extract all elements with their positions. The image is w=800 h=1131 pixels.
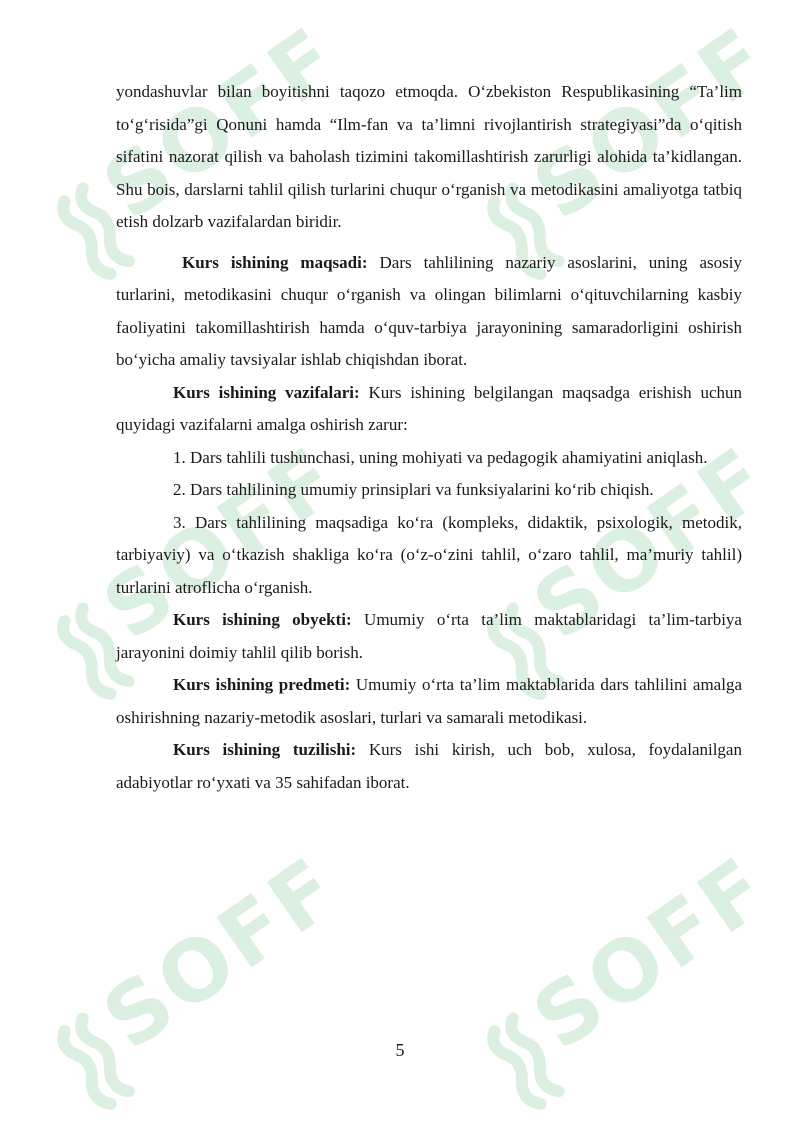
page-number: 5 [395, 1040, 405, 1060]
goal-text: Dars tahlilining nazariy asoslarini, uning asosiy turlarini, metodikasini chuqur o‘rganish va olingan bilimlarni o‘qituvchilarning kasbiy faoliyatini takomillashtirish hamda o‘quv-tarbiya jarayonining samaradorligini oshirish bo‘yicha amaliy tavsiyalar ishlab chiqishdan iborat. [116, 252, 742, 369]
subject-label: Kurs ishining predmeti: [173, 675, 351, 694]
goal-paragraph [116, 247, 742, 377]
object-label: Kurs ishining obyekti: [173, 610, 352, 629]
task-item: 2. Dars tahlilining umumiy prinsiplari va funksiyalarini ko‘rib chiqish. [173, 480, 654, 499]
structure-label: Kurs ishining tuzilishi: [173, 740, 357, 759]
subject-paragraph [116, 669, 742, 734]
document-body [116, 76, 742, 799]
tasks-label: Kurs ishining vazifalari: [173, 382, 360, 402]
task-item: 3. Dars tahlilining maqsadiga ko‘ra (kompleks, didaktik, psixologik, metodik, tarbiyaviy) va o‘tkazish shakliga ko‘ra (o‘z-o‘zini tahlil, o‘zaro tahlil, ma’muriy tahlil) turlarini atroflicha o‘rganish. [116, 512, 742, 597]
object-text: Umumiy o‘rta ta’lim maktablaridagi ta’lim-tarbiya jarayonini doimiy tahlil qilib borish. [116, 610, 742, 662]
subject-text: Umumiy o‘rta ta’lim maktablarida dars tahlilini amalga oshirishning nazariy-metodik asoslari, turlari va samarali metodikasi. [116, 675, 742, 727]
intro-paragraph: yondashuvlar bilan boyitishni taqozo etmoqda. O‘zbekiston Respublikasining “Ta’lim to‘g‘risida”gi Qonuni hamda “Ilm-fan va ta’limni rivojlantirish strategiyasi”da o‘qitish sifatini nazorat qilish va baholash tizimini takomillashtirish zarurligi alohida ta’kidlangan. Shu bois, darslarni tahlil qilish turlarini chuqur o‘rganish va metodikasini amaliyotga tatbiq etish dolzarb vazifalardan biridir. [116, 82, 742, 231]
tasks-paragraph [116, 377, 742, 442]
structure-paragraph [116, 734, 742, 799]
goal-label: Kurs ishining maqsadi: [182, 252, 368, 272]
structure-text: Kurs ishi kirish, uch bob, xulosa, foydalanilgan adabiyotlar ro‘yxati va 35 sahifadan iborat. [116, 740, 742, 792]
soff-watermark-logo [470, 830, 770, 1130]
tasks-text: Kurs ishining belgilangan maqsadga erishish uchun quyidagi vazifalarni amalga oshirish zarur: [116, 382, 742, 434]
object-paragraph [116, 604, 742, 669]
soff-watermark-logo [40, 830, 340, 1130]
task-item: 1. Dars tahlili tushunchasi, uning mohiyati va pedagogik ahamiyatini aniqlash. [173, 447, 708, 467]
